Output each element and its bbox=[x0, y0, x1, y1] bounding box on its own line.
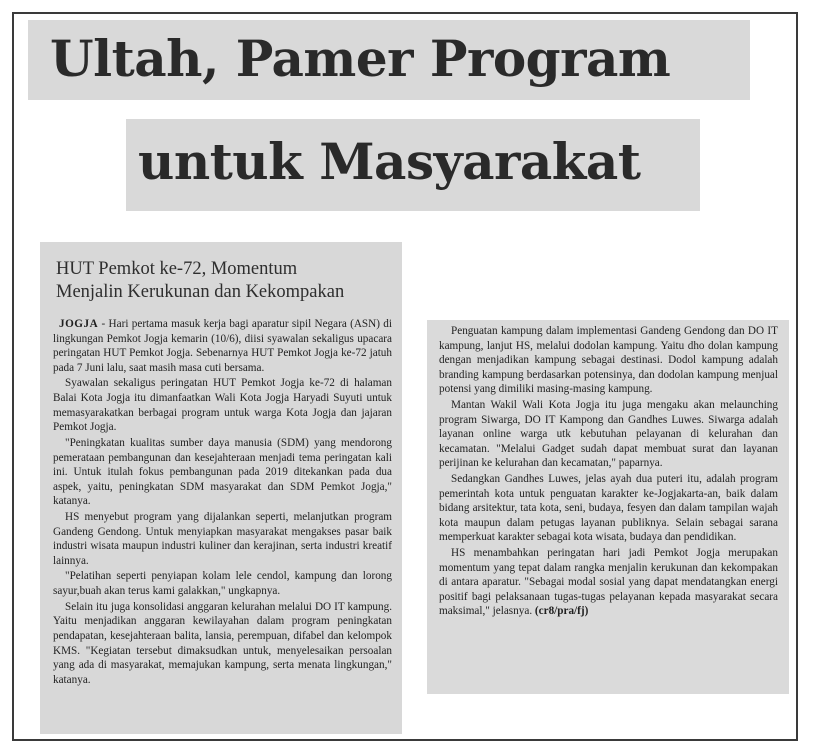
paragraph-text: HS menambahkan peringatan hari jadi Pemkot Jogja merupakan momentum yang tepat dalam rangka menjalin kerukunan dan kekompakan di antara aparatur. "Sebagai modal sosial yang dapat mendatangkan energi positif bagi pelaksanaan tugas-tugas pelayanan kepada masyarakat secara maksimal," jelasnya. bbox=[439, 547, 778, 618]
paragraph: "Pelatihan seperti penyiapan kolam lele cendol, kampung dan lorong sayur,buah akan terus kami galakkan," ungkapnya. bbox=[53, 570, 392, 598]
article-clip-column1 bbox=[40, 242, 402, 734]
paragraph: "Peningkatan kualitas sumber daya manusia (SDM) yang mendorong pemerataan pembangunan dan kesejahteraan menjadi tema peringatan kali ini. Untuk itulah fokus pembangunan pada 2019 ditekankan pada dua aspek, yaitu, peningkatan SDM masyarakat dan SDM Pemkot Jogja," katanya. bbox=[53, 436, 392, 508]
headline-line2: untuk Masyarakat bbox=[138, 132, 641, 191]
paragraph bbox=[53, 317, 392, 375]
paragraph: Mantan Wakil Wali Kota Jogja itu juga mengaku akan melaunching program Siwarga, DO IT Kampong dan Gandhes Luwes. Siwarga adalah layanan online warga utk kebutuhan pelayanan di kelurahan dan kecamatan. "Melalui Gadget sudah dapat membuat surat dan layanan perijinan ke kelurahan dan kecamatan," paparnya. bbox=[439, 399, 778, 470]
subheadline-line2: Menjalin Kerukunan dan Kekompakan bbox=[56, 282, 345, 302]
paragraph-text: - Hari pertama masuk kerja bagi aparatur sipil Negara (ASN) di lingkungan Pemkot Jogja kemarin (10/6), diisi syawalan sekaligus upacara peringatan HUT Pemkot Jogja. Sebenarnya HUT Pemkot Jogja ke-72 jatuh pada 7 Juni lalu, saat masih masa cuti bersama. bbox=[53, 318, 392, 374]
paragraph: Penguatan kampung dalam implementasi Gandeng Gendong dan DO IT kampung, lanjut HS, melalui dodolan kampung. Yaitu dho dolan kampung dengan menjadikan kampung sebagai destinasi. Dodol kampung adalah branding kampung berdasarkan potensinya, dan dodolan kampung menjual potensi yang dimiliki masing-masing kampung. bbox=[439, 325, 778, 396]
paragraph: Sedangkan Gandhes Luwes, jelas ayah dua puteri itu, adalah program pemerintah kota untuk penguatan karakter ke-Jogjakarta-an, baik dalam bidang arsitektur, tata kota, seni, budaya, fesyen dan dalam tampilan wajah kota maupun dalam petugas layanan publiknya. Selain sebagai sarana memperkuat karakter sebagai kota wisata, budaya dan pendidikan. bbox=[439, 473, 778, 544]
author-signature: (cr8/pra/fj) bbox=[534, 605, 589, 618]
dateline: JOGJA bbox=[59, 318, 99, 330]
headline-clip-line2 bbox=[126, 119, 700, 211]
paragraph: Syawalan sekaligus peringatan HUT Pemkot Jogja ke-72 di halaman Balai Kota Jogja itu dimanfaatkan Wali Kota Jogja Haryadi Suyuti untuk memasyarakatkan berbagai program untuk warga Kota Jogja dan jajaran Pemkot Jogja. bbox=[53, 377, 392, 434]
article-column1 bbox=[53, 317, 392, 688]
article-column2 bbox=[439, 324, 778, 620]
subheadline bbox=[56, 258, 396, 304]
paragraph: Selain itu juga konsolidasi anggaran kelurahan melalui DO IT kampung. Yaitu menjadikan anggaran kewilayahan dalam program peningkatan pendapatan, kesejahteraan balita, lansia, perempuan, difabel dan kelompok KMS. "Kegiatan tersebut dimaksudkan untuk, menyelesaikan persoalan yang ada di masyarakat, memajukan kampung, serta menata lingkungan," katanya. bbox=[53, 600, 392, 686]
paragraph: HS menyebut program yang dijalankan seperti, melanjutkan program Gandeng Gendong. Untuk menyiapkan masyarakat mengakses pasar baik industri wisata maupun industri kuliner dan kerajinan, serta industri kreatif lainnya. bbox=[53, 511, 392, 567]
paragraph bbox=[439, 546, 778, 619]
headline-line1: Ultah, Pamer Program bbox=[50, 29, 671, 88]
article-clip-column2 bbox=[427, 320, 789, 694]
subheadline-line1: HUT Pemkot ke-72, Momentum bbox=[56, 259, 298, 279]
headline-clip-line1 bbox=[28, 20, 750, 100]
